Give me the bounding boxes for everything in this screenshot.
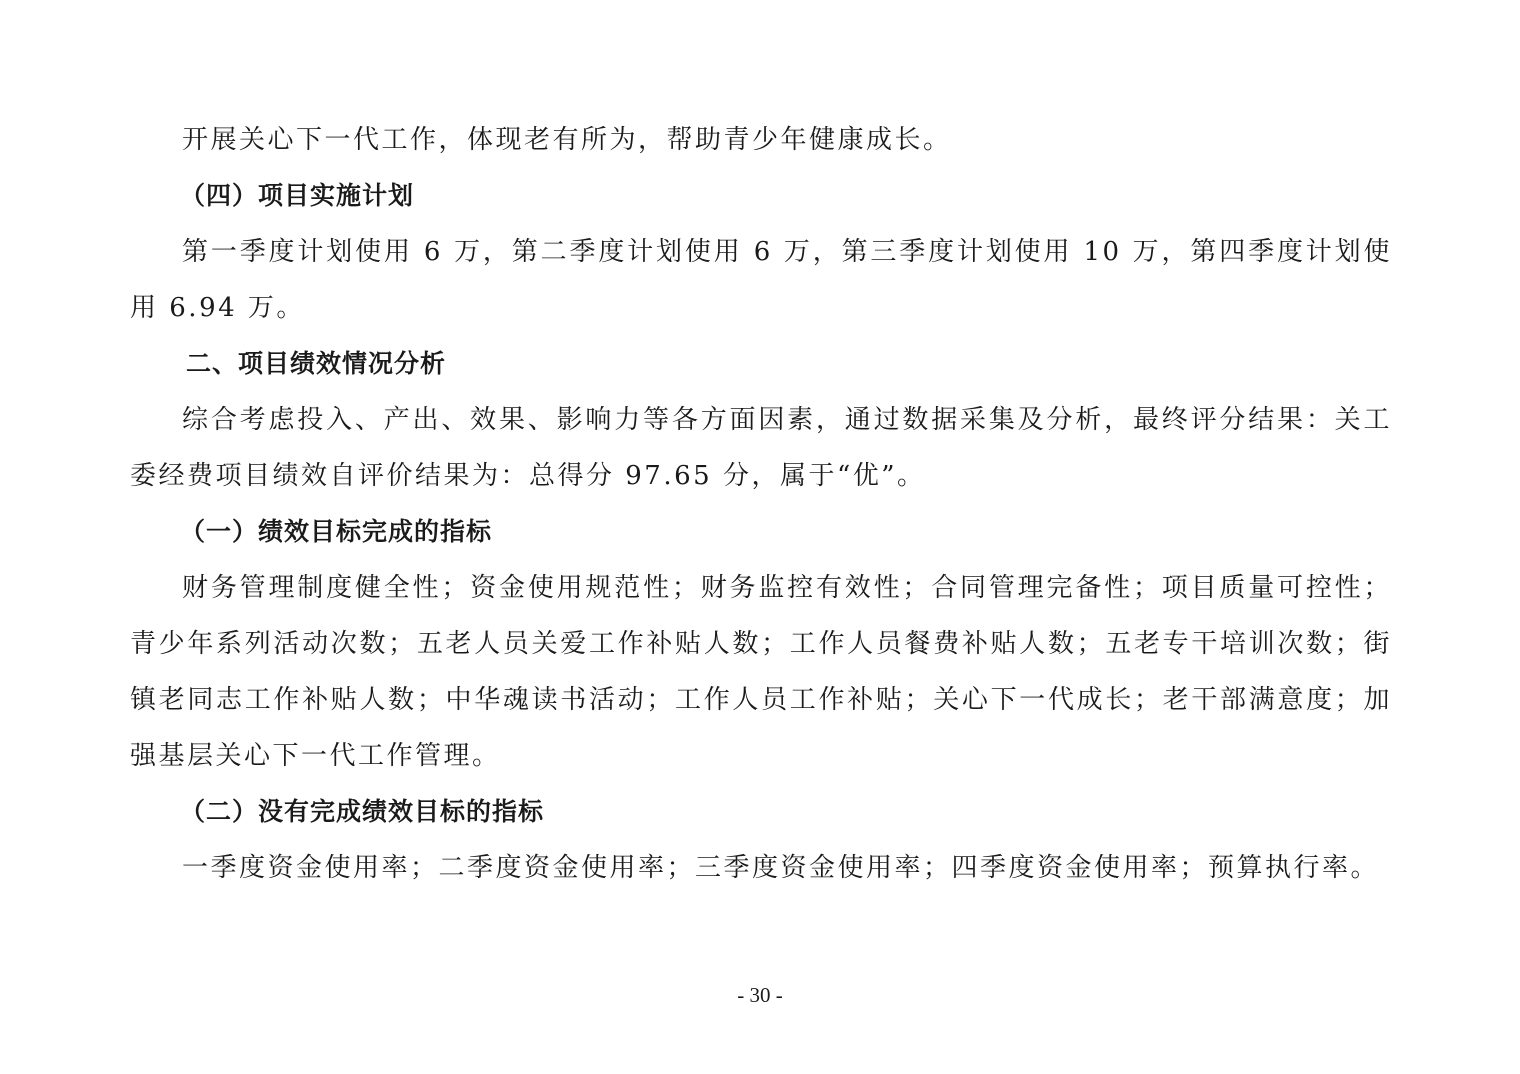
heading-completed-indicators: （一）绩效目标完成的指标 (180, 517, 493, 546)
paragraph-completed-indicators: 财务管理制度健全性；资金使用规范性；财务监控有效性；合同管理完备性；项目质量可控性；青少年系列活动次数；五老人员关爱工作补贴人数；工作人员餐费补贴人数；五老专干培训次数；街镇老同志工作补贴人数；中华魂读书活动；工作人员工作补贴；关心下一代成长；老干部满意度；加强基层关心下一代工作管理。 (130, 573, 1392, 771)
page-number: - 30 - (737, 983, 783, 1007)
heading-implementation-plan: （四）项目实施计划 (180, 181, 415, 210)
paragraph-uncompleted-indicators: 一季度资金使用率；二季度资金使用率；三季度资金使用率；四季度资金使用率；预算执行率。 (182, 853, 1380, 883)
heading-performance-analysis: 二、项目绩效情况分析 (186, 349, 447, 378)
paragraph-evaluation-result: 综合考虑投入、产出、效果、影响力等各方面因素，通过数据采集及分析，最终评分结果：关工委经费项目绩效自评价结果为：总得分 97.65 分，属于“优”。 (130, 405, 1392, 491)
paragraph-quarterly-plan: 第一季度计划使用 6 万，第二季度计划使用 6 万，第三季度计划使用 10 万，第四季度计划使用 6.94 万。 (130, 237, 1392, 323)
heading-uncompleted-indicators: （二）没有完成绩效目标的指标 (180, 797, 545, 826)
paragraph-intro-end: 开展关心下一代工作，体现老有所为，帮助青少年健康成长。 (182, 125, 952, 155)
document-body (130, 112, 1392, 896)
